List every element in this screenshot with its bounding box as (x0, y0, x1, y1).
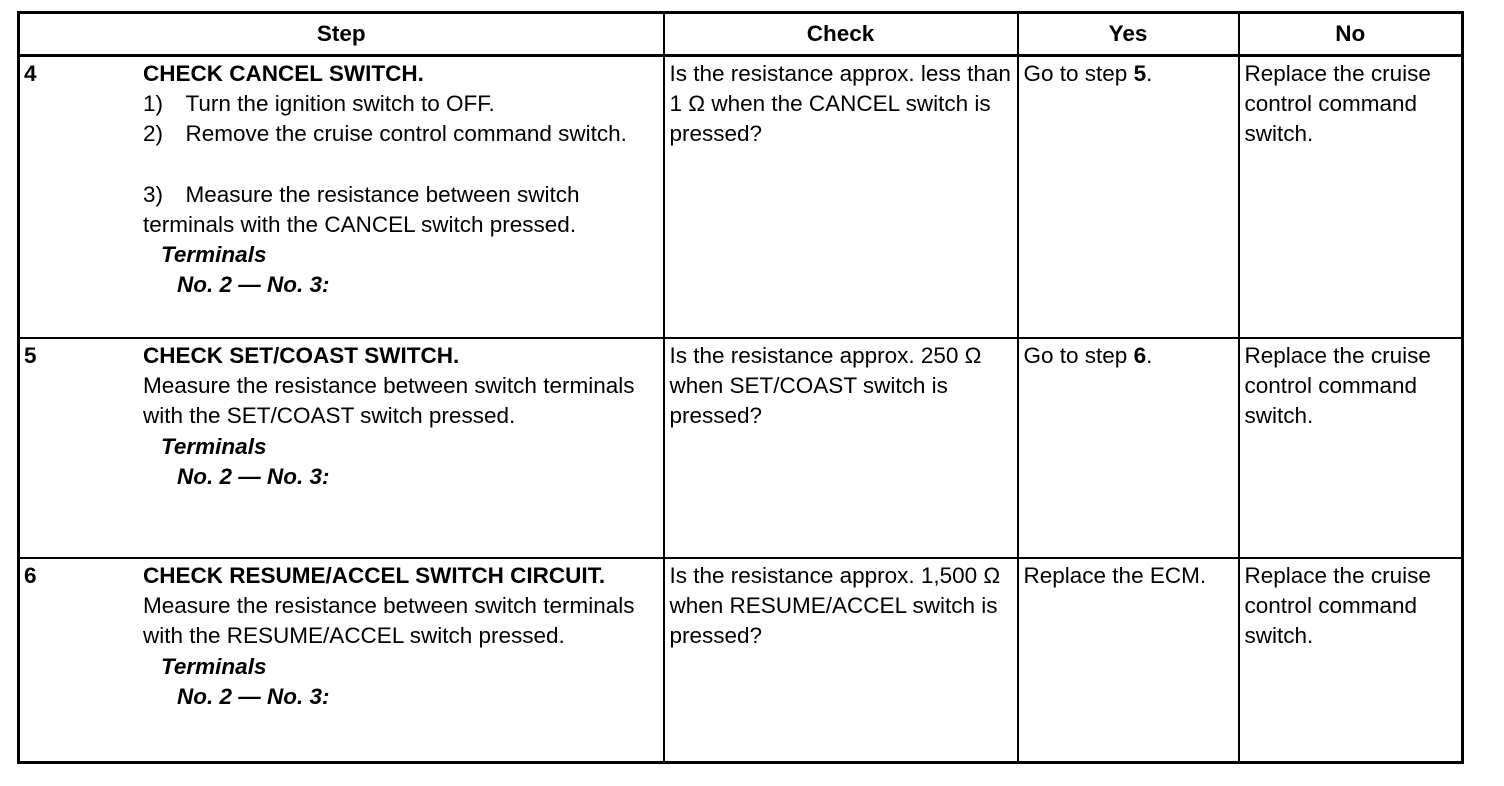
no-text: Replace the cruise control command switch. (1244, 61, 1431, 147)
spacer (143, 150, 659, 180)
no-cell (1239, 558, 1463, 763)
yes-cell (1018, 338, 1239, 558)
table-row (19, 338, 1463, 558)
yes-cell (1018, 56, 1239, 339)
table-row (19, 558, 1463, 763)
yes-step-number: 5 (1133, 61, 1147, 86)
terminals-label: Terminals (161, 433, 267, 459)
yes-text: Replace the ECM. (1023, 563, 1207, 588)
yes-prefix: Go to step (1023, 61, 1134, 86)
no-cell (1239, 338, 1463, 558)
yes-step-number: 6 (1133, 343, 1147, 368)
yes-suffix: . (1146, 61, 1153, 86)
step-line: 2) Remove the cruise control command switch. (143, 121, 627, 147)
step-body (143, 339, 663, 492)
step-number: 4 (24, 61, 37, 86)
step-line: Measure the resistance between switch terminals with the RESUME/ACCEL switch pressed. (143, 593, 635, 649)
yes-prefix: Go to step (1023, 343, 1134, 368)
yes-text (1019, 339, 1238, 371)
table-row (19, 56, 1463, 339)
step-line: 1) Turn the ignition switch to OFF. (143, 91, 495, 117)
check-cell (664, 558, 1018, 763)
terminals-label: Terminals (161, 653, 267, 679)
step-body (143, 559, 663, 712)
check-text: Is the resistance approx. 250 Ω when SET/COAST switch is pressed? (669, 343, 982, 429)
no-text: Replace the cruise control command switch. (1244, 563, 1431, 649)
diagnostic-table (17, 11, 1464, 764)
step-line: Measure the resistance between switch terminals with the SET/COAST switch pressed. (143, 373, 635, 429)
check-cell (664, 338, 1018, 558)
step-cell (19, 558, 664, 763)
step-line: 3) Measure the resistance between switch terminals with the CANCEL switch pressed. (143, 181, 580, 237)
no-cell (1239, 56, 1463, 339)
no-text: Replace the cruise control command switch. (1244, 343, 1431, 429)
header-check: Check (664, 13, 1018, 56)
terminals-pair: No. 2 — No. 3: (177, 683, 330, 709)
terminals-pair: No. 2 — No. 3: (177, 272, 330, 298)
terminals-label: Terminals (161, 242, 267, 268)
header-no: No (1239, 13, 1463, 56)
header-row (19, 13, 1463, 56)
step-title: CHECK RESUME/ACCEL SWITCH CIRCUIT. (143, 563, 606, 588)
step-cell (19, 338, 664, 558)
check-cell (664, 56, 1018, 339)
header-yes: Yes (1018, 13, 1239, 56)
step-body (143, 57, 663, 300)
step-number: 6 (24, 563, 37, 588)
yes-cell (1018, 558, 1239, 763)
step-title: CHECK CANCEL SWITCH. (143, 61, 424, 86)
yes-suffix: . (1146, 343, 1153, 368)
check-text: Is the resistance approx. 1,500 Ω when RESUME/ACCEL switch is pressed? (669, 563, 1001, 649)
step-title: CHECK SET/COAST SWITCH. (143, 343, 460, 368)
terminals-pair: No. 2 — No. 3: (177, 463, 330, 489)
step-number: 5 (24, 343, 37, 368)
step-cell (19, 56, 664, 339)
yes-text (1019, 57, 1238, 89)
header-step: Step (19, 13, 664, 56)
check-text: Is the resistance approx. less than 1 Ω when the CANCEL switch is pressed? (669, 61, 1011, 147)
